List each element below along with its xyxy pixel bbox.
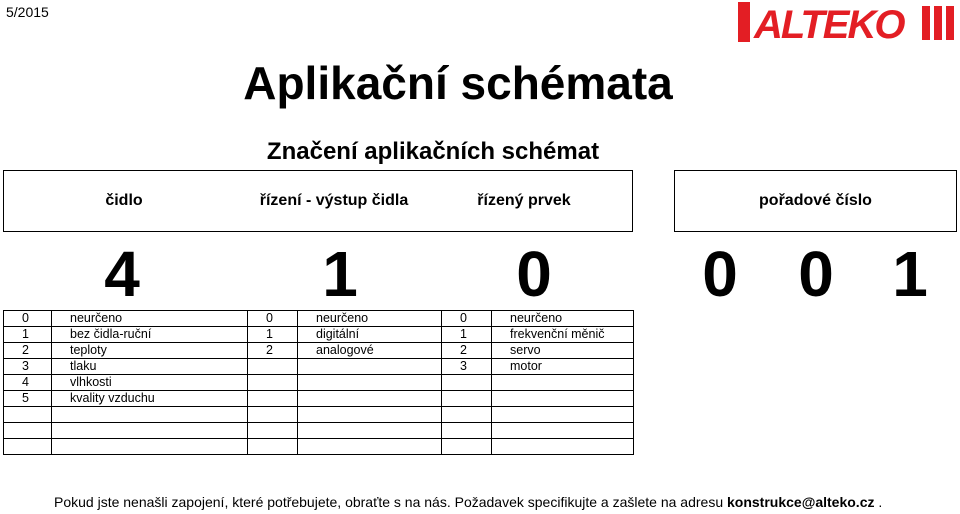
table-row: [4, 327, 634, 343]
table-cell: [248, 391, 298, 407]
header-control: řízení - výstup čidla: [259, 192, 409, 209]
table-cell: 1: [248, 327, 298, 343]
header-serial: pořadové číslo: [759, 192, 872, 209]
footer-email[interactable]: konstrukce@alteko.cz: [727, 494, 875, 510]
table-row: [4, 359, 634, 375]
serial-header-box: [674, 170, 957, 232]
table-cell: [492, 407, 634, 423]
table-cell: 0: [248, 311, 298, 327]
code-digit-sensor: 4: [104, 238, 140, 310]
table-cell: vlhkosti: [52, 375, 248, 391]
code-digit-serial-2: 0: [798, 238, 834, 310]
table-cell: [248, 375, 298, 391]
table-row: [4, 407, 634, 423]
table-cell: [4, 439, 52, 455]
table-cell: 3: [4, 359, 52, 375]
table-cell: 3: [442, 359, 492, 375]
code-table: [3, 310, 634, 455]
table-cell: 0: [4, 311, 52, 327]
table-cell: [52, 439, 248, 455]
table-cell: 2: [442, 343, 492, 359]
table-cell: [442, 439, 492, 455]
table-cell: frekvenční měnič: [492, 327, 634, 343]
table-cell: [442, 375, 492, 391]
table-row: [4, 423, 634, 439]
table-cell: [442, 423, 492, 439]
table-cell: [52, 407, 248, 423]
table-cell: tlaku: [52, 359, 248, 375]
table-cell: [442, 391, 492, 407]
date-label: 5/2015: [6, 4, 49, 20]
table-cell: teploty: [52, 343, 248, 359]
table-cell: neurčeno: [52, 311, 248, 327]
table-cell: [298, 391, 442, 407]
table-cell: 4: [4, 375, 52, 391]
table-cell: 0: [442, 311, 492, 327]
table-cell: [298, 407, 442, 423]
svg-text:ALTEKO: ALTEKO: [754, 3, 904, 42]
table-cell: [248, 359, 298, 375]
table-cell: 2: [248, 343, 298, 359]
table-cell: 5: [4, 391, 52, 407]
table-cell: [492, 391, 634, 407]
table-row: [4, 343, 634, 359]
table-cell: digitální: [298, 327, 442, 343]
table-cell: bez čidla-ruční: [52, 327, 248, 343]
table-row: [4, 439, 634, 455]
category-header-box: [3, 170, 633, 232]
alteko-logo: [738, 2, 956, 42]
table-cell: [248, 439, 298, 455]
table-cell: neurčeno: [492, 311, 634, 327]
table-cell: [298, 375, 442, 391]
table-row: [4, 311, 634, 327]
table-cell: kvality vzduchu: [52, 391, 248, 407]
page-subtitle: Značení aplikačních schémat: [266, 138, 600, 165]
header-sensor: čidlo: [105, 192, 143, 209]
table-cell: [248, 423, 298, 439]
page-title: Aplikační schémata: [243, 57, 673, 109]
table-cell: neurčeno: [298, 311, 442, 327]
table-cell: [298, 423, 442, 439]
table-row: [4, 391, 634, 407]
code-digit-element: 0: [516, 238, 552, 310]
footer-note: [54, 494, 882, 510]
table-cell: 2: [4, 343, 52, 359]
table-cell: 1: [442, 327, 492, 343]
code-digit-serial-1: 0: [702, 238, 738, 310]
code-digit-serial-3: 1: [892, 238, 928, 310]
code-digit-control: 1: [322, 238, 358, 310]
header-element: řízený prvek: [477, 192, 571, 209]
table-cell: motor: [492, 359, 634, 375]
table-cell: servo: [492, 343, 634, 359]
footer-text: Pokud jste nenašli zapojení, které potřebujete, obraťte s na nás. Požadavek specifikujte a zašlete na adresu: [54, 494, 727, 510]
table-row: [4, 375, 634, 391]
table-cell: [4, 407, 52, 423]
footer-end: .: [874, 494, 883, 510]
table-cell: [492, 439, 634, 455]
table-cell: [442, 407, 492, 423]
table-cell: [492, 375, 634, 391]
table-cell: analogové: [298, 343, 442, 359]
table-cell: [248, 407, 298, 423]
table-cell: [52, 423, 248, 439]
table-cell: [492, 423, 634, 439]
table-cell: [298, 359, 442, 375]
table-cell: [298, 439, 442, 455]
table-cell: 1: [4, 327, 52, 343]
table-cell: [4, 423, 52, 439]
